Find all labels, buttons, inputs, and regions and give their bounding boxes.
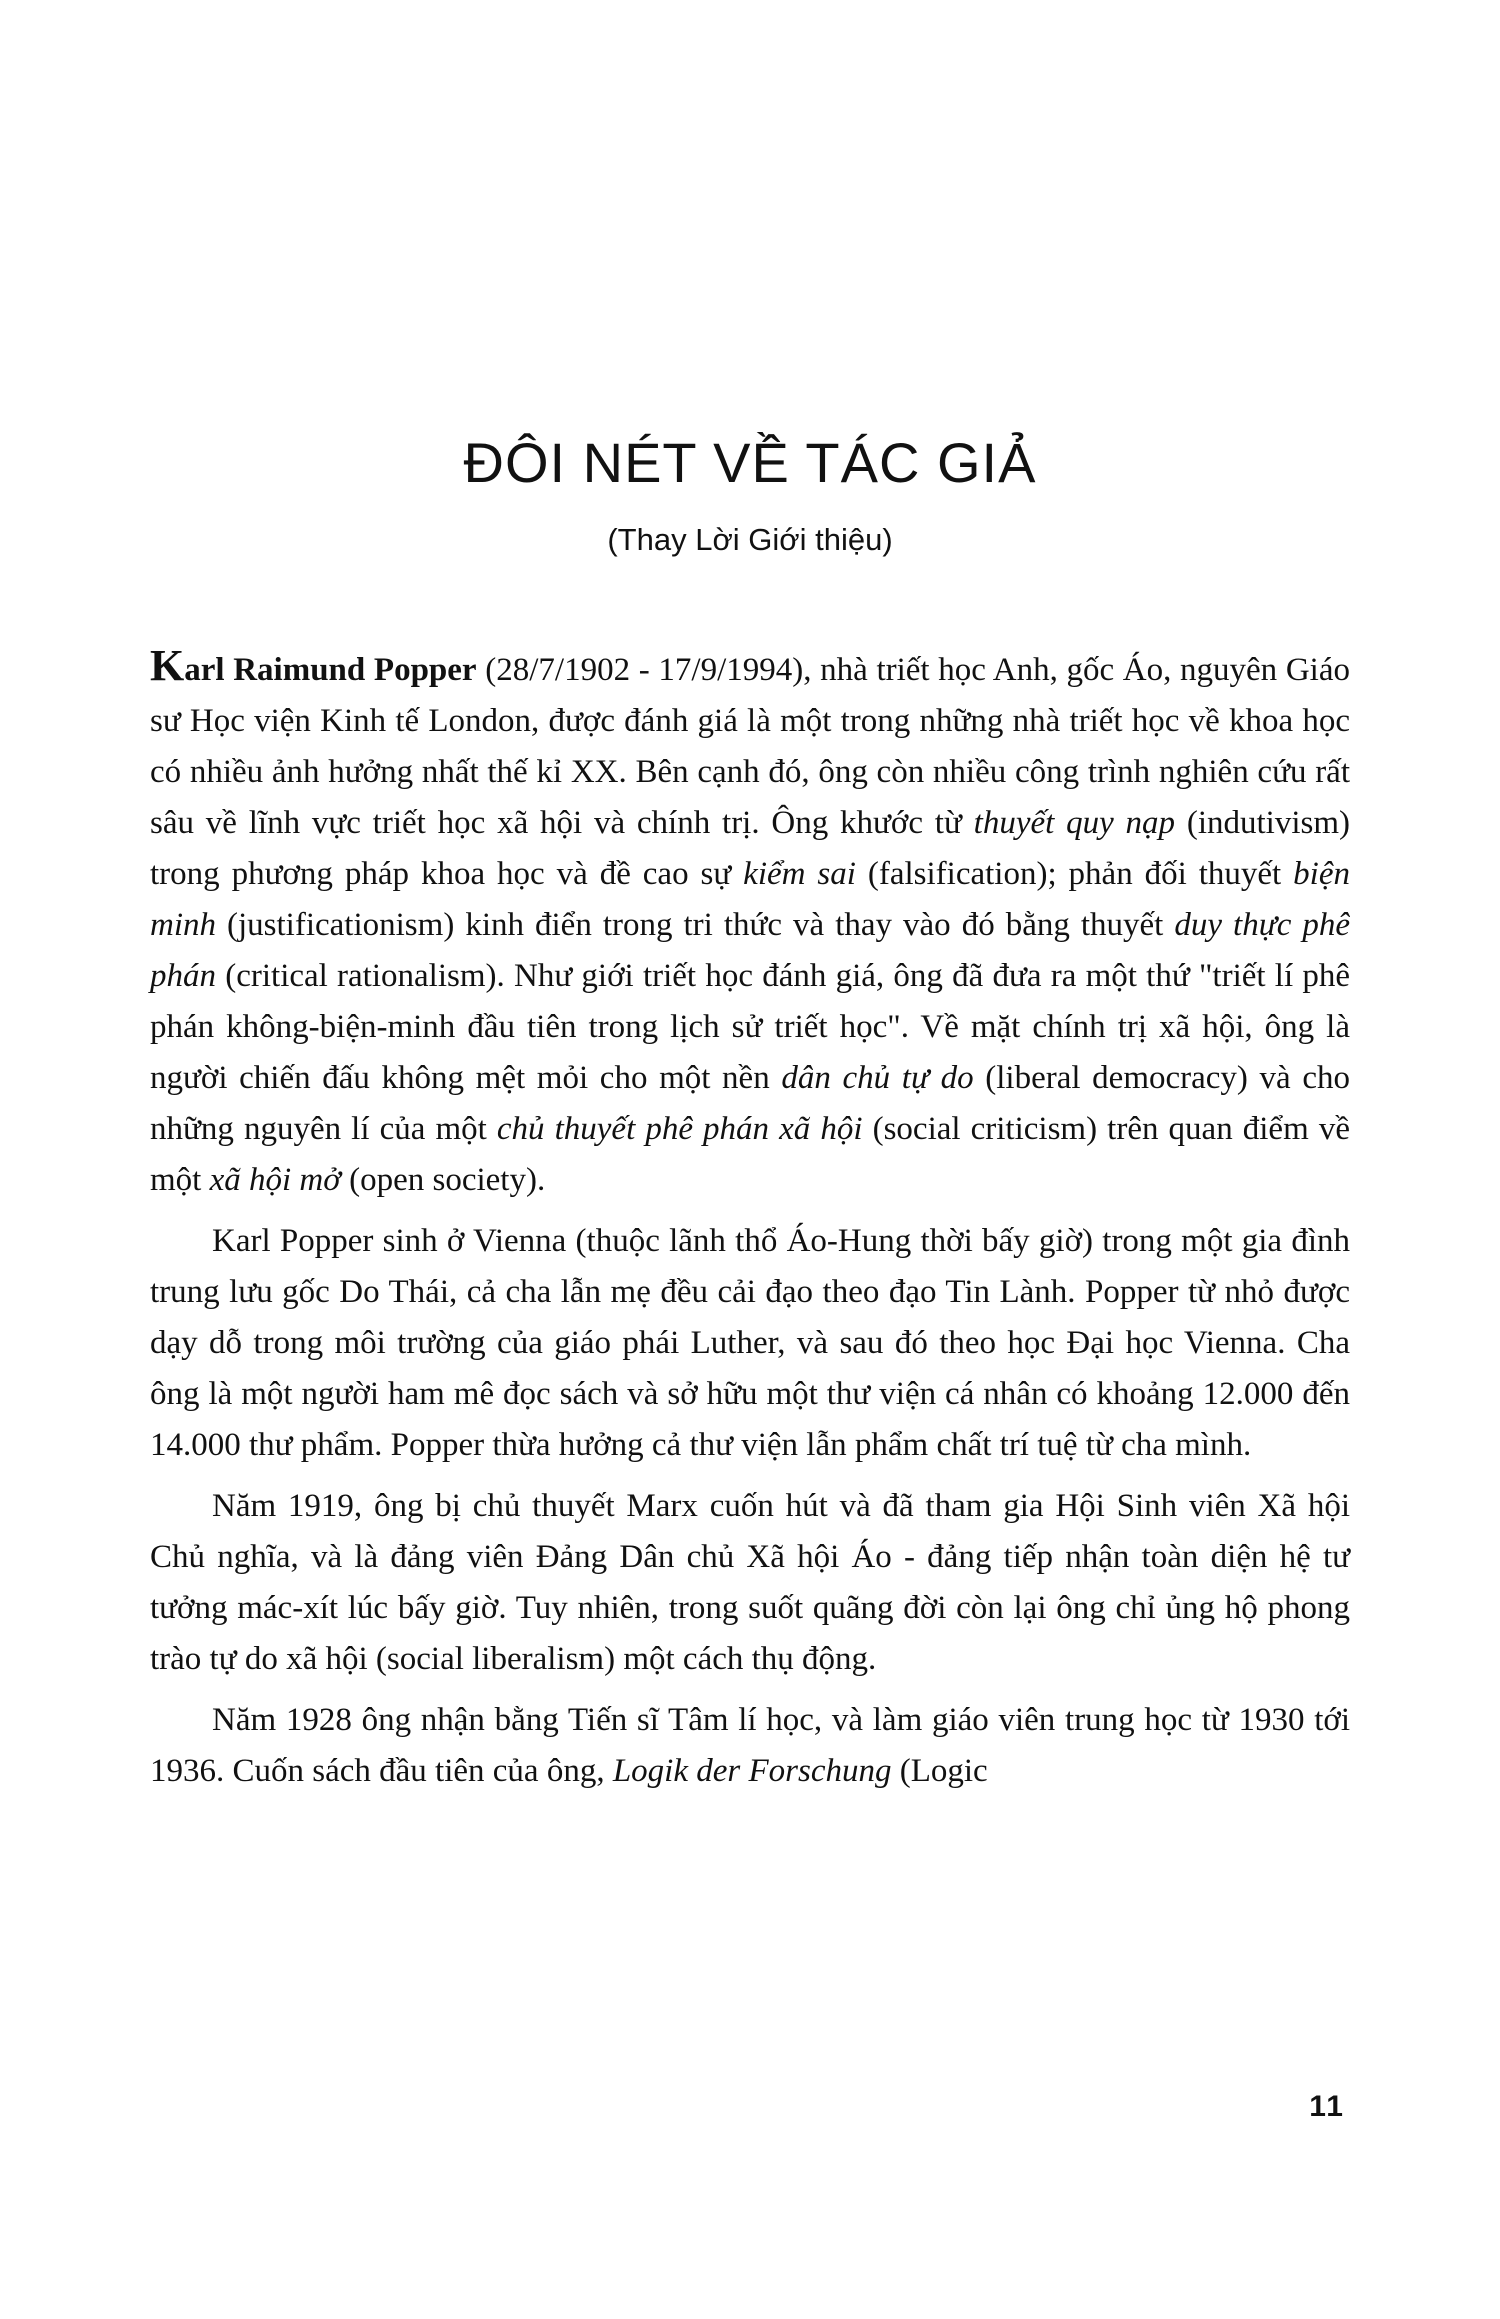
- p1-italic-4: duy thực phê phán: [150, 907, 1351, 994]
- p1-text-5: (critical rationalism). Như giới triết học đánh giá, ông đã đưa ra một thứ "triết lí phê phán không-biện-minh đầu tiên trong lịch sử triết học". Về mặt chính trị xã hội, ông là người chiến đấu không mệt mỏi cho một nền: [150, 958, 1350, 1096]
- p1-italic-3: biện minh: [150, 856, 1350, 943]
- p1-italic-2: kiểm sai: [743, 856, 856, 892]
- paragraph-2: Karl Popper sinh ở Vienna (thuộc lãnh thổ Áo-Hung thời bấy giờ) trong một gia đình trung lưu gốc Do Thái, cả cha lẫn mẹ đều cải đạo theo đạo Tin Lành. Popper từ nhỏ được dạy dỗ trong môi trường của giáo phái Luther, và sau đó theo học Đại học Vienna. Cha ông là một người ham mê đọc sách và sở hữu một thư viện cá nhân có khoảng 12.000 đến 14.000 thư phẩm. Popper thừa hưởng cả thư viện lẫn phẩm chất trí tuệ từ cha mình.: [150, 1223, 1350, 1463]
- p1-text-7: (social criticism) trên quan điểm về một: [150, 1111, 1350, 1198]
- page-number: 11: [1309, 2090, 1345, 2123]
- paragraph-4: [150, 1695, 1350, 1797]
- p1-text-2: (indutivism) trong phương pháp khoa học và đề cao sự: [150, 805, 1350, 892]
- chapter-title: ĐÔI NÉT VỀ TÁC GIẢ: [463, 431, 1037, 494]
- author-name: [150, 641, 477, 690]
- p1-text-4: (justificationism) kinh điển trong tri thức và thay vào đó bằng thuyết: [216, 907, 1175, 943]
- p4-text-2: (Logic: [891, 1753, 988, 1789]
- p1-text-6: (liberal democracy) và cho những nguyên lí của một: [150, 1060, 1350, 1147]
- p1-italic-1: thuyết quy nạp: [973, 805, 1176, 841]
- body-text: [150, 640, 1350, 1807]
- p1-text-1: (28/7/1902 - 17/9/1994), nhà triết học Anh, gốc Áo, nguyên Giáo sư Học viện Kinh tế London, được đánh giá là một trong những nhà triết học về khoa học có nhiều ảnh hưởng nhất thế kỉ XX. Bên cạnh đó, ông còn nhiều công trình nghiên cứu rất sâu về lĩnh vực triết học xã hội và chính trị. Ông khước từ: [150, 652, 1350, 841]
- p4-italic-1: Logik der Forschung: [612, 1753, 892, 1789]
- p1-italic-5: dân chủ tự do: [781, 1060, 974, 1096]
- paragraph-1: [150, 640, 1350, 1206]
- chapter-subtitle: (Thay Lời Giới thiệu): [607, 522, 893, 557]
- p4-text-1: Năm 1928 ông nhận bằng Tiến sĩ Tâm lí học, và làm giáo viên trung học từ 1930 tới 1936. Cuốn sách đầu tiên của ông,: [150, 1702, 1350, 1789]
- p1-italic-6: chủ thuyết phê phán xã hội: [496, 1111, 863, 1147]
- drop-initial: K: [150, 641, 185, 690]
- p1-text-8: (open society).: [340, 1162, 546, 1198]
- author-name-rest: arl Raimund Popper: [184, 652, 477, 688]
- paragraph-3: Năm 1919, ông bị chủ thuyết Marx cuốn hút và đã tham gia Hội Sinh viên Xã hội Chủ nghĩa, và là đảng viên Đảng Dân chủ Xã hội Áo - đảng tiếp nhận toàn diện hệ tư tưởng mác-xít lúc bấy giờ. Tuy nhiên, trong suốt quãng đời còn lại ông chỉ ủng hộ phong trào tự do xã hội (social liberalism) một cách thụ động.: [150, 1488, 1350, 1677]
- p1-text-3: (falsification); phản đối thuyết: [855, 856, 1294, 892]
- p1-italic-7: xã hội mở: [209, 1162, 341, 1198]
